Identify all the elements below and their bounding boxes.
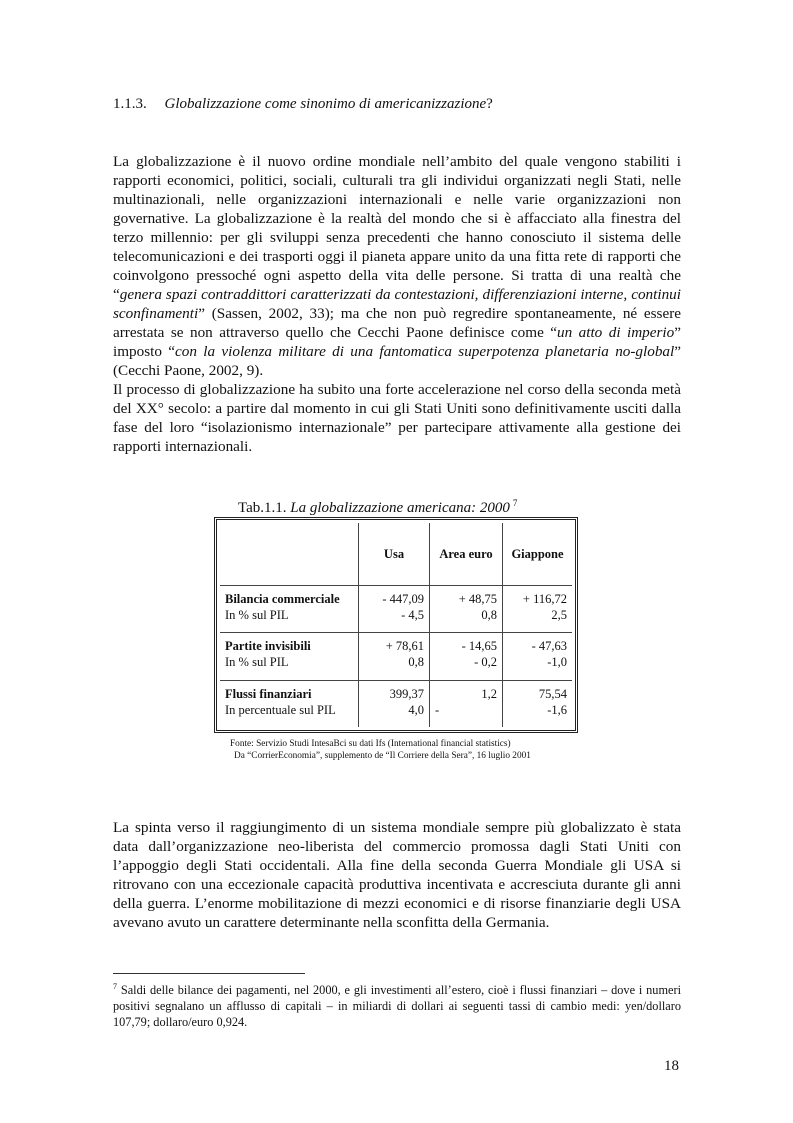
para1-text-3: ” imposto “ — [113, 324, 681, 360]
table-header-giappone: Giappone — [511, 546, 564, 561]
table-cell — [359, 586, 430, 633]
table-caption-title: La globalizzazione americana: 2000 — [290, 500, 510, 516]
table-header-area-euro: Area euro — [430, 523, 503, 586]
table-header-row — [220, 523, 572, 586]
para1-quote-3: con la violenza militare di una fantomatica superpotenza planetaria no-global — [175, 343, 675, 360]
cell-value: 75,54 — [538, 686, 567, 701]
table-caption — [238, 498, 517, 517]
row-label-partite: Partite invisibili — [225, 639, 311, 654]
table-cell — [430, 586, 503, 633]
footnote-text: Saldi delle bilance dei pagamenti, nel 2000, e gli investimenti all’estero, cioè i flussi finanziari – dove i numeri positivi segnalano un afflusso di capitali – in miliardi di dollari ai seguenti tassi di cambio medi: yen/dollaro 107,79; dollaro/euro 0,924. — [113, 983, 681, 1029]
row-label-bilancia: Bilancia commerciale — [225, 592, 340, 606]
footnote — [113, 979, 681, 1030]
cell-subvalue: - 0,2 — [474, 655, 497, 670]
table-row-label — [220, 633, 359, 680]
section-heading — [113, 96, 493, 113]
table-cell — [430, 680, 503, 727]
table-cell — [503, 680, 573, 727]
cell-value: + 78,61 — [385, 639, 424, 654]
table-header-corner — [220, 523, 359, 586]
cell-subvalue: - — [435, 702, 440, 717]
cell-value: 1,2 — [481, 686, 497, 701]
row-sublabel: In % sul PIL — [225, 655, 289, 670]
cell-subvalue: - 4,5 — [401, 608, 424, 622]
paragraph-3: La spinta verso il raggiungimento di un sistema mondiale sempre più globalizzato è stata data dall’organizzazione neo-liberista del commercio promossa dagli Stati Uniti con l’appoggio degli Stati occidentali. Alla fine della seconda Guerra Mondiale gli USA si ritrovano con una eccezionale capacità produttiva incentivata e accresciuta durante gli anni della guerra. L’enorme mobilitazione di mezzi economici e di risorse finanziarie degli USA avevano avuto un carattere determinante nella sconfitta della Germania. — [113, 819, 681, 931]
table-cell — [359, 680, 430, 727]
table-source-line-1: Fonte: Servizio Studi IntesaBci su dati Ifs (International financial statistics) — [230, 739, 511, 749]
cell-value: + 48,75 — [458, 592, 497, 606]
paragraph-1 — [113, 152, 681, 380]
cell-subvalue: 4,0 — [408, 702, 424, 717]
section-title: Globalizzazione come sinonimo di americanizzazione — [164, 96, 487, 112]
table-cell — [359, 633, 430, 680]
cell-value: - 14,65 — [461, 639, 497, 654]
cell-value: + 116,72 — [522, 592, 567, 606]
cell-subvalue: -1,6 — [547, 702, 567, 717]
cell-value: - 447,09 — [382, 592, 424, 606]
table-header-usa: Usa — [359, 523, 430, 586]
table-row — [220, 680, 572, 727]
table-row-label — [220, 586, 359, 633]
cell-subvalue: 0,8 — [481, 608, 497, 622]
table-row — [220, 586, 572, 633]
para1-quote-1: genera spazi contraddittori caratterizzati da contestazioni, differenziazioni interne, continui sconfinamenti — [113, 286, 681, 322]
section-number: 1.1.3. — [113, 96, 147, 112]
row-label-flussi: Flussi finanziari — [225, 686, 312, 701]
cell-subvalue: 2,5 — [551, 608, 567, 622]
table-caption-footnote-ref: 7 — [512, 498, 518, 508]
data-table — [220, 523, 572, 727]
cell-value: - 47,63 — [531, 639, 567, 654]
cell-subvalue: 0,8 — [408, 655, 424, 670]
para1-text-1: La globalizzazione è il nuovo ordine mondiale nell’ambito del quale vengono stabiliti i rapporti economici, politici, sociali, culturali tra gli individui organizzati negli Stati, nelle multinazionali, nelle organizzazioni internazionali e nelle varie organizzazioni non governative. La globalizzazione è la realtà del mondo che si è affacciato alla finestra del terzo millennio: per gli sviluppi senza precedenti che hanno conosciuto il sistema delle telecomunicazioni e dei trasporti oggi il pianeta appare unito da una fitta rete di rapporti che coinvolgono pressoché ogni aspetto della vita delle persone. Si tratta di una realtà che “ — [113, 153, 681, 303]
para1-text-2: ” (Sassen, 2002, 33); ma che non può regredire spontaneamente, né essere arrestata se non attraverso quello che Cecchi Paone definisce come “ — [113, 305, 681, 341]
section-title-suffix: ? — [486, 96, 493, 112]
footnote-mark: 7 — [113, 982, 117, 991]
body-text-top — [113, 152, 681, 456]
table-cell — [503, 586, 573, 633]
para1-quote-2: un atto di imperio — [557, 324, 675, 341]
table-cell — [430, 633, 503, 680]
table-source-line-2: Da “CorrierEconomia”, supplemento de “Il Corriere della Sera”, 16 luglio 2001 — [234, 751, 531, 761]
row-sublabel: In % sul PIL — [225, 608, 289, 622]
paragraph-2: Il processo di globalizzazione ha subito una forte accelerazione nel corso della seconda metà del XX° secolo: a partire dal momento in cui gli Stati Uniti sono definitivamente usciti dalla fase del loro “isolazionismo internazionale” per partecipare attivamente alla gestione dei rapporti internazionali. — [113, 381, 681, 455]
page-number: 18 — [664, 1058, 679, 1074]
table-row-label — [220, 680, 359, 727]
table-row — [220, 633, 572, 680]
body-text-bottom — [113, 818, 681, 932]
cell-value: 399,37 — [389, 686, 424, 701]
para1-text-4: ” (Cecchi Paone, 2002, 9). — [113, 343, 681, 379]
data-table-frame — [214, 517, 578, 733]
table-source — [230, 738, 531, 762]
footnote-rule — [113, 973, 305, 974]
table-caption-prefix: Tab.1.1. — [238, 500, 291, 516]
table-cell — [503, 633, 573, 680]
cell-subvalue: -1,0 — [547, 655, 567, 670]
row-sublabel: In percentuale sul PIL — [225, 702, 336, 717]
